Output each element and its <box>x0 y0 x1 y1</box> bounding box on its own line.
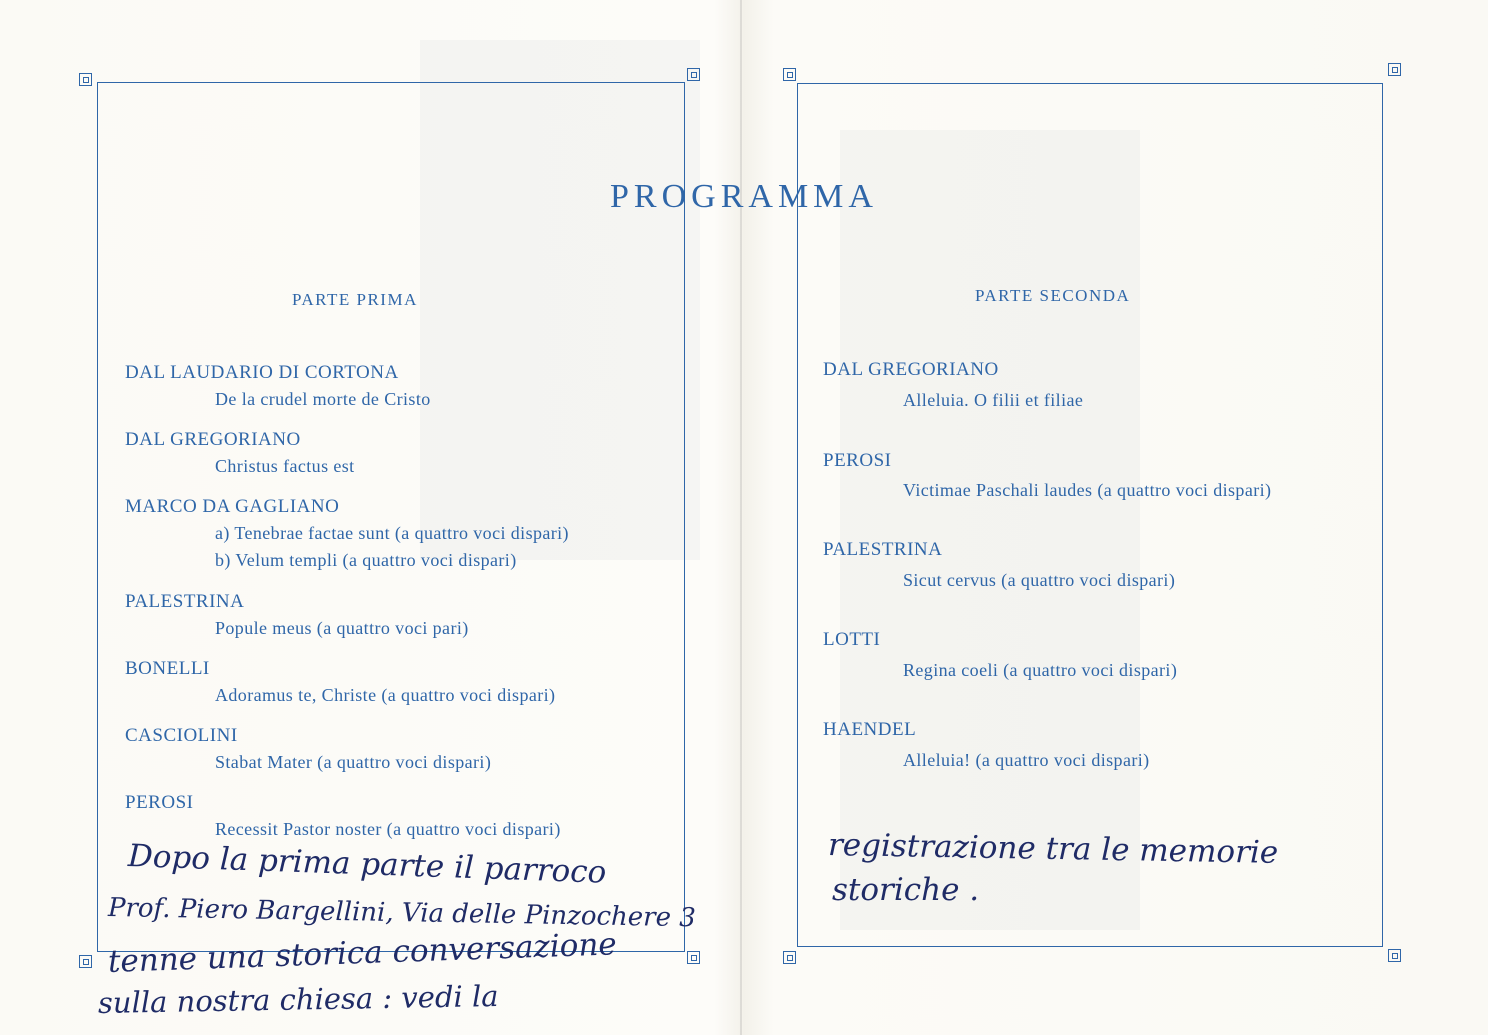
work-title: Recessit Pastor noster (a quattro voci dispari) <box>215 819 561 839</box>
ornament-corner-icon <box>783 68 796 81</box>
handwritten-note-line: Dopo la prima parte il parroco <box>127 838 607 891</box>
work-title: Alleluia! (a quattro voci dispari) <box>903 750 1150 770</box>
center-fold <box>740 0 742 1035</box>
work-title: Victimae Paschali laudes (a quattro voci dispari) <box>903 480 1272 500</box>
ornament-corner-icon <box>79 73 92 86</box>
composer: DAL GREGORIANO <box>125 429 301 450</box>
work-title: Alleluia. O filii et filiae <box>903 390 1084 410</box>
composer: HAENDEL <box>823 719 917 740</box>
work-title: Stabat Mater (a quattro voci dispari) <box>215 752 492 772</box>
composer: MARCO DA GAGLIANO <box>125 496 340 517</box>
work-title: Sicut cervus (a quattro voci dispari) <box>903 570 1176 590</box>
handwritten-note-line: storiche . <box>832 872 980 908</box>
composer: PALESTRINA <box>823 539 943 560</box>
composer: DAL GREGORIANO <box>823 359 999 380</box>
ornament-corner-icon <box>687 951 700 964</box>
ornament-corner-icon <box>783 951 796 964</box>
handwritten-note-line: sulla nostra chiesa : vedi la <box>97 979 499 1020</box>
program-title: PROGRAMMA <box>610 178 878 215</box>
work-title: a) Tenebrae factae sunt (a quattro voci dispari) <box>215 523 569 543</box>
ornament-corner-icon <box>1388 949 1401 962</box>
part-one-heading: PARTE PRIMA <box>292 290 418 309</box>
composer: LOTTI <box>823 629 881 650</box>
composer: DAL LAUDARIO DI CORTONA <box>125 362 399 383</box>
ornament-corner-icon <box>79 955 92 968</box>
work-title: Adoramus te, Christe (a quattro voci dispari) <box>215 685 556 705</box>
work-title: Christus factus est <box>215 456 355 476</box>
work-title: b) Velum templi (a quattro voci dispari) <box>215 550 517 570</box>
composer: PALESTRINA <box>125 591 245 612</box>
composer: BONELLI <box>125 658 210 679</box>
composer: PEROSI <box>125 792 194 813</box>
handwritten-note-line: registrazione tra le memorie <box>827 827 1279 871</box>
work-title: De la crudel morte de Cristo <box>215 389 431 409</box>
ornament-corner-icon <box>687 68 700 81</box>
part-two-heading: PARTE SECONDA <box>975 286 1131 305</box>
work-title: Popule meus (a quattro voci pari) <box>215 618 469 638</box>
ornament-corner-icon <box>1388 63 1401 76</box>
work-title: Regina coeli (a quattro voci dispari) <box>903 660 1178 680</box>
composer: PEROSI <box>823 450 892 471</box>
composer: CASCIOLINI <box>125 725 238 746</box>
handwritten-note-line: Prof. Piero Bargellini, Via delle Pinzochere 3 <box>107 893 697 934</box>
handwritten-note-line: tenne una storica conversazione <box>107 926 618 980</box>
